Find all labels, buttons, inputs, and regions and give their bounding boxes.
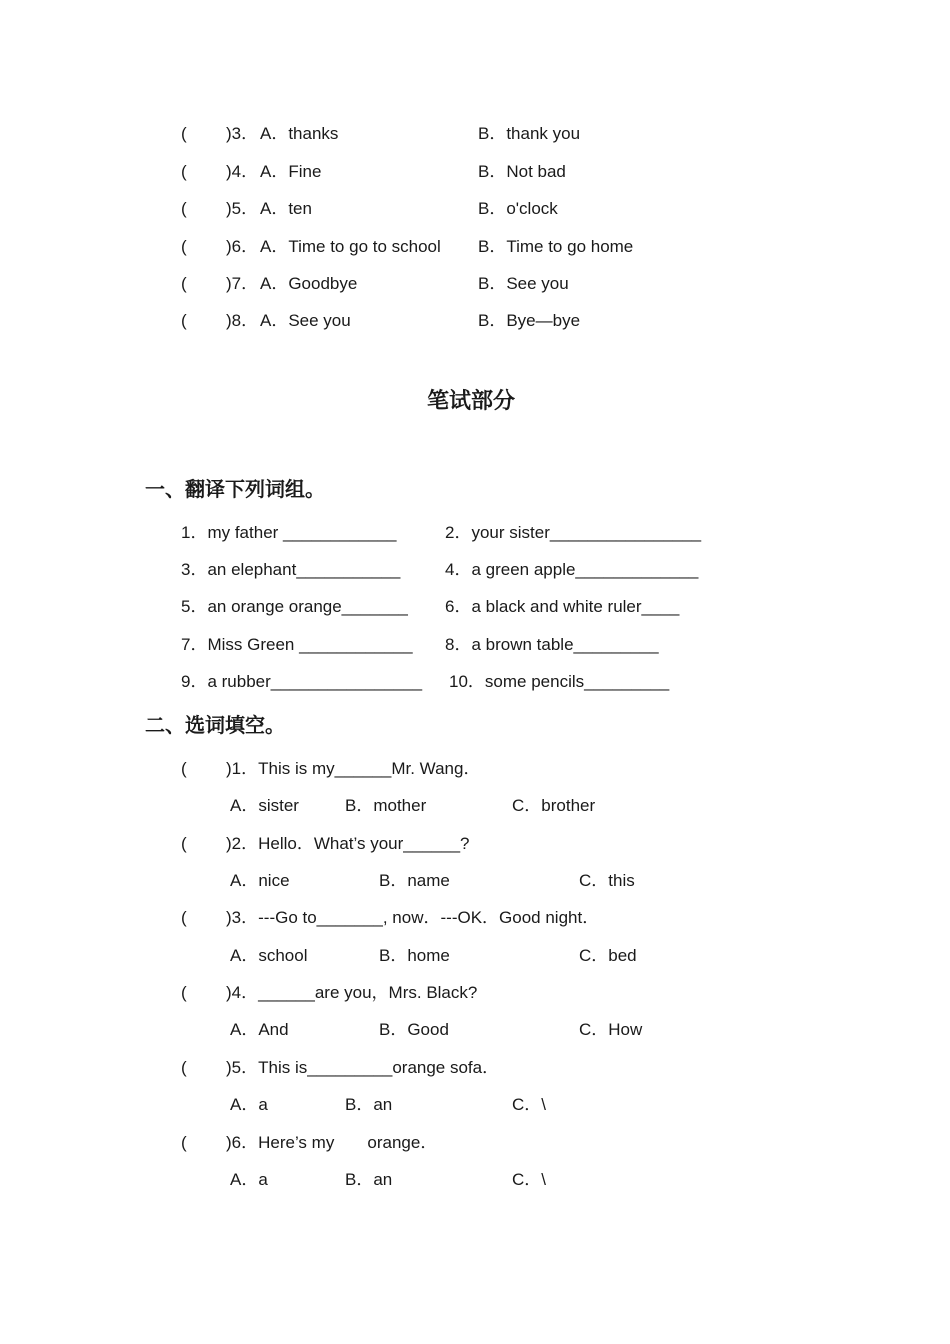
section2-heading: 二、选词填空。 — [145, 713, 285, 737]
question-stem: )5．This is_________orange sofa． — [226, 1058, 500, 1077]
written-section-title: 笔试部分 — [427, 389, 516, 414]
option-a: A．Time to go to school — [260, 237, 441, 256]
choice-a: A．sister — [230, 796, 299, 815]
choice-a: A．And — [230, 1020, 289, 1039]
question-number: )3． — [226, 124, 259, 143]
choice-c: C．bed — [579, 946, 637, 965]
answer-paren: ( — [181, 759, 187, 778]
option-a: A．Goodbye — [260, 274, 358, 293]
option-b: B．o'clock — [478, 199, 558, 218]
translation-item: 9．a rubber________________ — [181, 672, 423, 691]
translation-item: 7．Miss Green ____________ — [181, 635, 413, 654]
question-stem: )6．Here’s my orange． — [226, 1133, 438, 1152]
translation-item: 10．some pencils_________ — [449, 672, 670, 691]
answer-paren: ( — [181, 834, 187, 853]
choice-b: B．name — [379, 871, 450, 890]
choice-b: B．an — [345, 1170, 393, 1189]
question-number: )5． — [226, 199, 259, 218]
choice-c: C．brother — [512, 796, 596, 815]
answer-paren: ( — [181, 237, 187, 256]
choice-c: C．this — [579, 871, 635, 890]
question-stem: )3．---Go to_______, now．---OK．Good night． — [226, 908, 600, 927]
option-b: B．Bye—bye — [478, 311, 581, 330]
section1-heading: 一、翻译下列词组。 — [145, 477, 325, 501]
question-number: )6． — [226, 237, 259, 256]
option-a: A．thanks — [260, 124, 339, 143]
option-a: A．See you — [260, 311, 351, 330]
translation-item: 1．my father ____________ — [181, 523, 397, 542]
answer-paren: ( — [181, 908, 187, 927]
question-stem: )4．______are you，Mrs. Black? — [226, 983, 478, 1002]
choice-a: A．school — [230, 946, 308, 965]
question-number: )4． — [226, 162, 259, 181]
option-b: B．Time to go home — [478, 237, 634, 256]
option-a: A．ten — [260, 199, 312, 218]
choice-a: A．nice — [230, 871, 290, 890]
option-b: B．See you — [478, 274, 569, 293]
answer-paren: ( — [181, 983, 187, 1002]
translation-item: 3．an elephant___________ — [181, 560, 401, 579]
choice-b: B．Good — [379, 1020, 449, 1039]
choice-b: B．mother — [345, 796, 427, 815]
translation-item: 5．an orange orange_______ — [181, 597, 408, 616]
answer-paren: ( — [181, 1133, 187, 1152]
question-number: )7． — [226, 274, 259, 293]
answer-paren: ( — [181, 124, 187, 143]
translation-item: 6．a black and white ruler____ — [445, 597, 680, 616]
option-b: B．thank you — [478, 124, 581, 143]
answer-paren: ( — [181, 199, 187, 218]
option-a: A．Fine — [260, 162, 322, 181]
translation-item: 8．a brown table_________ — [445, 635, 659, 654]
option-b: B．Not bad — [478, 162, 566, 181]
question-stem: )1．This is my______Mr. Wang． — [226, 759, 481, 778]
answer-paren: ( — [181, 311, 187, 330]
choice-a: A．a — [230, 1170, 268, 1189]
translation-item: 2．your sister________________ — [445, 523, 702, 542]
choice-c: C．How — [579, 1020, 643, 1039]
answer-paren: ( — [181, 274, 187, 293]
choice-a: A．a — [230, 1095, 268, 1114]
answer-paren: ( — [181, 1058, 187, 1077]
question-stem: )2．Hello．What’s your______? — [226, 834, 470, 853]
question-number: )8． — [226, 311, 259, 330]
choice-c: C．\ — [512, 1170, 546, 1189]
choice-b: B．an — [345, 1095, 393, 1114]
choice-c: C．\ — [512, 1095, 546, 1114]
translation-item: 4．a green apple_____________ — [445, 560, 699, 579]
answer-paren: ( — [181, 162, 187, 181]
choice-b: B．home — [379, 946, 450, 965]
